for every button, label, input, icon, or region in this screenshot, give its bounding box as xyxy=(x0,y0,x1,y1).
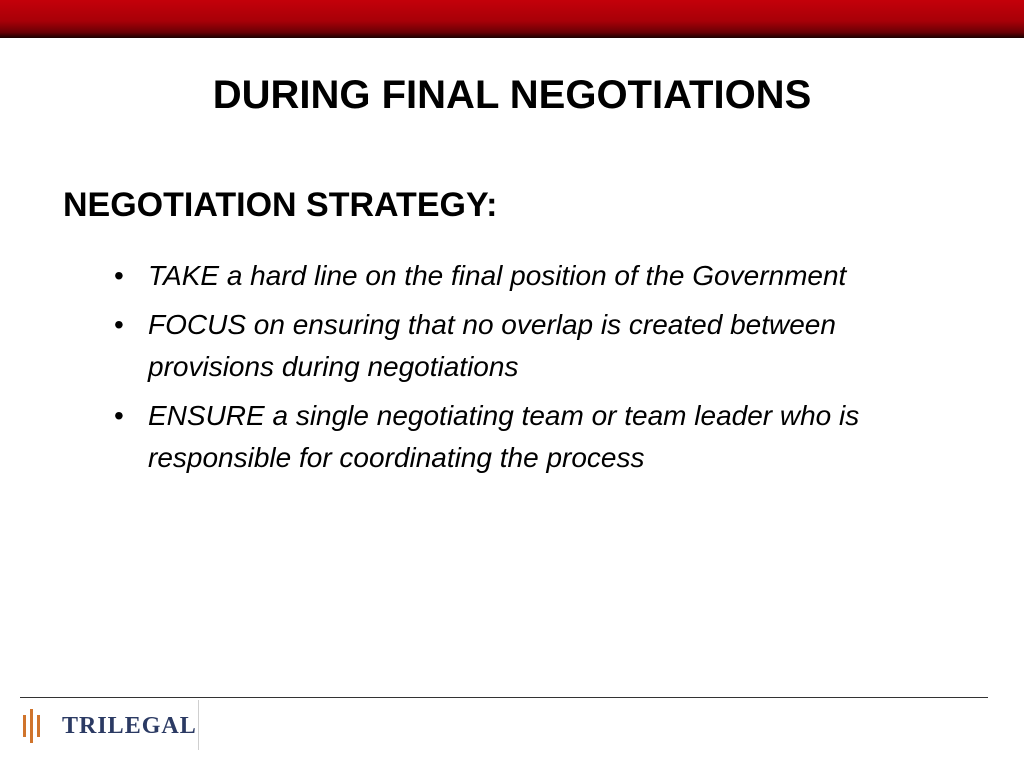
bullet-list xyxy=(110,255,940,486)
slide-title: DURING FINAL NEGOTIATIONS xyxy=(212,73,812,117)
bullet-dot-icon: • xyxy=(114,260,124,291)
bullet-dot-icon: • xyxy=(114,309,124,340)
bullet-text: ENSURE a single negotiating team or team leader who is responsible for coordinating the process xyxy=(148,400,860,473)
bullet-item xyxy=(110,395,940,479)
trilegal-logo xyxy=(22,708,197,744)
section-heading: NEGOTIATION STRATEGY: xyxy=(63,186,498,224)
footer-rule xyxy=(20,697,988,698)
bullet-text: FOCUS on ensuring that no overlap is created between provisions during negotiations xyxy=(148,309,836,382)
logo-text: TRILEGAL xyxy=(62,712,197,739)
bullet-dot-icon: • xyxy=(114,400,124,431)
trilegal-mark-icon xyxy=(22,709,42,743)
bullet-text: TAKE a hard line on the final position of the Government xyxy=(148,260,847,291)
bullet-item xyxy=(110,255,940,297)
bullet-item xyxy=(110,304,940,388)
footer-divider xyxy=(198,700,199,750)
top-banner xyxy=(0,0,1024,38)
